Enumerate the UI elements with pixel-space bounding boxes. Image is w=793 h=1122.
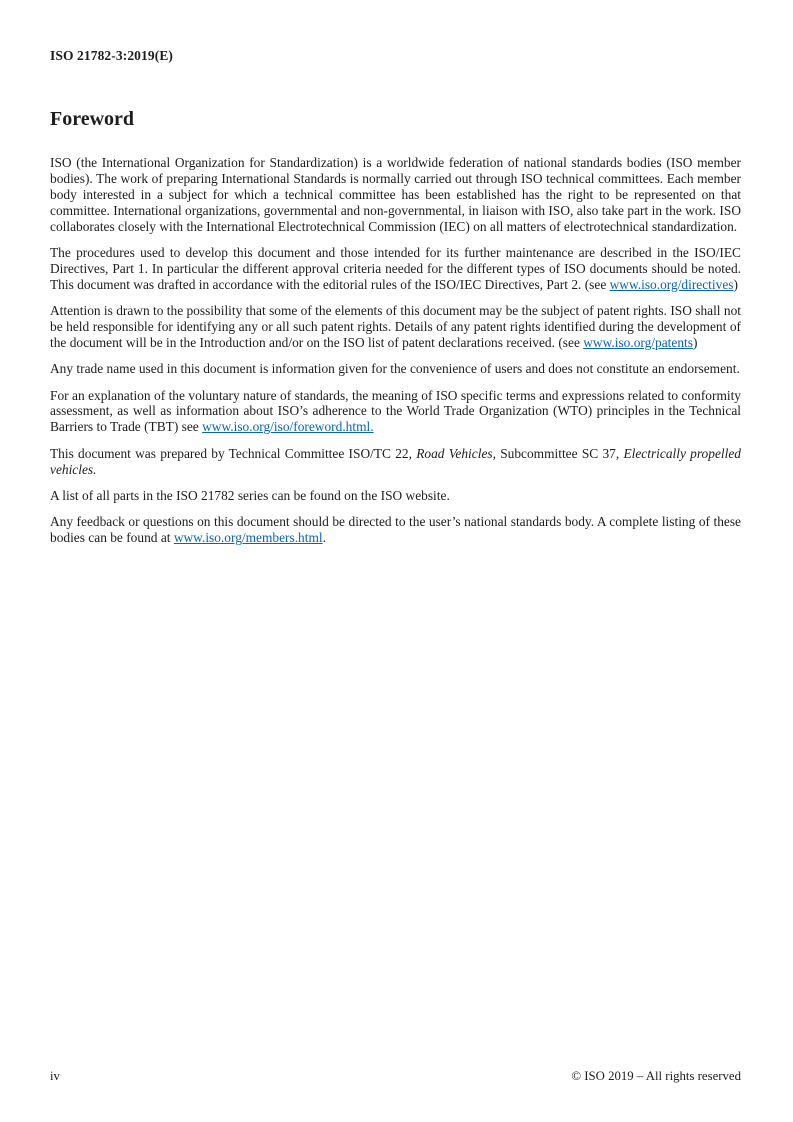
hyperlink[interactable]: www.iso.org/directives <box>609 276 734 292</box>
text-run: Any trade name used in this document is information given for the convenience of users and does not constitute an endorsement. <box>50 361 740 377</box>
copyright-notice: © ISO 2019 – All rights reserved <box>571 1069 741 1083</box>
text-run: . <box>322 530 326 546</box>
text-run: The procedures used to develop this document and those intended for its further maintenance are described in the ISO/IEC Directives, Part 1. In particular the different approval criteria needed for the different types of ISO documents should be noted. This document was drafted in accordance with the editorial rules of the ISO/IEC Directives, Part 2. (see <box>50 244 741 292</box>
text-run: ISO (the International Organization for Standardization) is a worldwide federation of national standards bodies (ISO member bodies). The work of preparing International Standards is normally carried out through ISO technical committees. Each member body interested in a subject for which a technical committee has been established has the right to be represented on that committee. International organizations, governmental and non-governmental, in liaison with ISO, also take part in the work. ISO collaborates closely with the International Electrotechnical Commission (IEC) on all matters of electrotechnical standardization. <box>50 155 741 234</box>
text-run: Subcommittee SC 37, <box>495 445 624 461</box>
document-footer <box>50 1069 741 1084</box>
hyperlink[interactable]: www.iso.org/iso/foreword.html. <box>202 419 374 435</box>
page-number: iv <box>50 1069 60 1083</box>
text-run: ) <box>692 334 698 350</box>
paragraph <box>50 488 741 504</box>
paragraph <box>50 514 741 546</box>
paragraph <box>50 155 741 234</box>
document-reference: ISO 21782-3:2019(E) <box>50 48 174 63</box>
text-run: A list of all parts in the ISO 21782 series can be found on the ISO website. <box>50 487 450 503</box>
text-run: ) <box>733 276 738 292</box>
paragraph <box>50 303 741 351</box>
italic-text: Electrically propelled vehicles. <box>50 445 741 477</box>
italic-text: Road Vehicles, <box>416 445 496 461</box>
text-run: Any feedback or questions on this document should be directed to the user’s national standards body. A complete listing of these bodies can be found at <box>50 514 741 546</box>
foreword-paragraphs <box>50 155 741 546</box>
hyperlink[interactable]: www.iso.org/patents <box>583 334 693 350</box>
paragraph <box>50 245 741 293</box>
paragraph <box>50 446 741 478</box>
text-run: Attention is drawn to the possibility that some of the elements of this document may be the subject of patent rights. ISO shall not be held responsible for identifying any or all such patent rights. Details of any patent rights identified during the development of the document will be in the Introduction and/or on the ISO list of patent declarations received. (see <box>50 303 741 350</box>
text-run: For an explanation of the voluntary nature of standards, the meaning of ISO specific terms and expressions related to conformity assessment, as well as information about ISO’s adherence to the World Trade Organization (WTO) principles in the Technical Barriers to Trade (TBT) see <box>50 387 741 435</box>
page-title: Foreword <box>50 108 135 130</box>
paragraph <box>50 361 741 377</box>
hyperlink[interactable]: www.iso.org/members.html <box>173 530 323 546</box>
paragraph <box>50 388 741 436</box>
text-run: This document was prepared by Technical Committee ISO/TC 22, <box>50 445 417 461</box>
document-header <box>50 48 741 64</box>
